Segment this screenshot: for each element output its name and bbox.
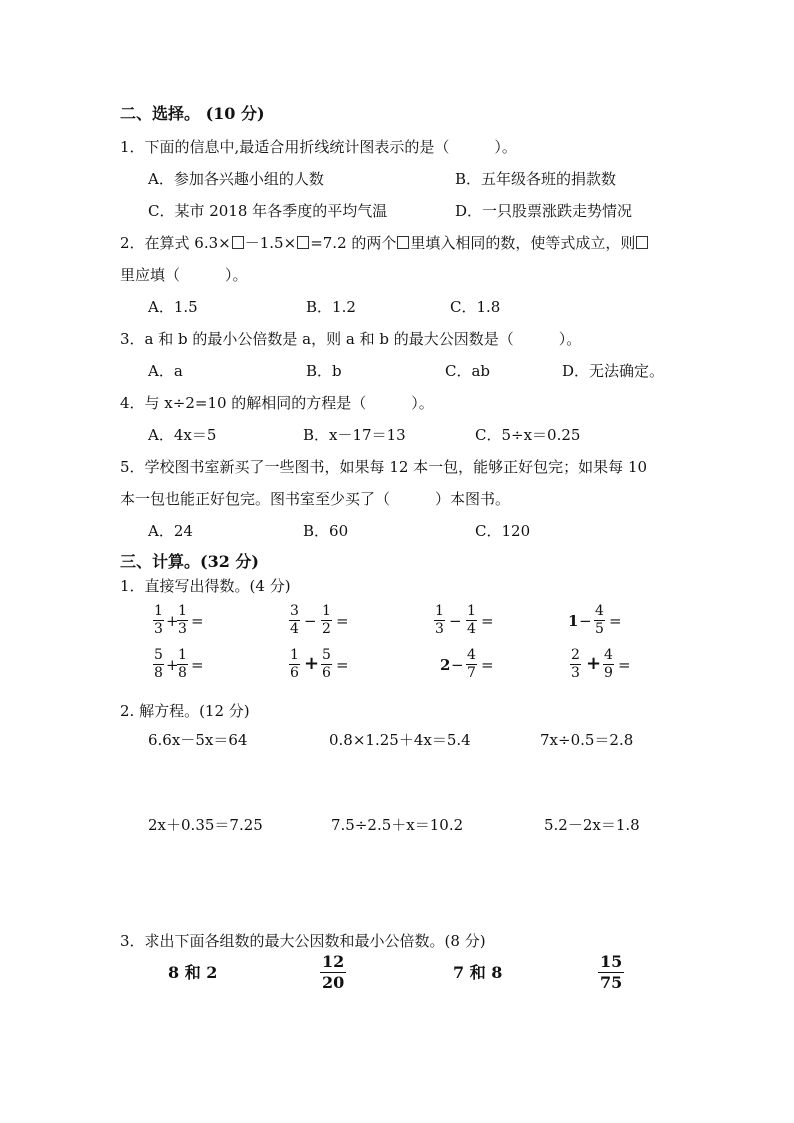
equals-sign: =	[191, 612, 204, 630]
q1-option-a: A．参加各兴趣小组的人数	[148, 170, 324, 188]
equals-sign: =	[481, 656, 494, 674]
fraction: $\frac{1}{4}$	[467, 603, 476, 637]
fraction: $\frac{3}{4}$	[290, 603, 299, 637]
number-group-3: 7 和 8	[453, 963, 503, 982]
q2-stem-part-d: 里填入相同的数，使等式成立，则	[410, 234, 636, 252]
fraction: $\frac{1}{8}$	[178, 647, 187, 681]
fraction-group-2: 12 20	[322, 952, 345, 992]
question-5-stem-line2: 本一包也能正好包完。图书室至少买了（ ）本图书。	[120, 490, 511, 508]
equation-1: 6.6x－5x＝64	[148, 731, 248, 749]
equals-sign: =	[481, 612, 494, 630]
q3-option-b: B．b	[306, 362, 342, 380]
minus-sign: −	[449, 612, 462, 630]
minus-sign: −	[304, 612, 317, 630]
fraction: $\frac{4}{5}$	[595, 603, 604, 637]
q3-option-c: C．ab	[445, 362, 491, 380]
q4-option-a: A．4x＝5	[148, 426, 217, 444]
blank-box-icon	[397, 236, 409, 249]
equation-6: 5.2－2x＝1.8	[544, 816, 640, 834]
fraction: $\frac{1}{3}$	[435, 603, 444, 637]
equation-2: 0.8×1.25＋4x＝5.4	[329, 731, 471, 749]
q3-option-a: A．a	[148, 362, 183, 380]
q2-option-b: B．1.2	[306, 298, 356, 316]
minus-sign: −	[451, 656, 464, 674]
calc-1-title: 1．直接写出得数。(4 分)	[120, 577, 291, 595]
q5-option-c: C．120	[475, 522, 531, 540]
fraction: $\frac{1}{3}$	[154, 603, 163, 637]
q5-option-a: A．24	[148, 522, 193, 540]
minus-sign: −	[579, 612, 592, 630]
q4-option-b: B．x－17＝13	[303, 426, 406, 444]
fraction: $\frac{2}{3}$	[571, 647, 580, 681]
plus-sign: +	[586, 653, 602, 674]
fraction: $\frac{5}{8}$	[154, 647, 163, 681]
blank-box-icon	[636, 236, 648, 249]
fraction: $\frac{1}{3}$	[178, 603, 187, 637]
question-4-stem: 4．与 x÷2=10 的解相同的方程是（ ）。	[120, 394, 434, 412]
fraction: $\frac{4}{9}$	[604, 647, 613, 681]
equation-4: 2x＋0.35＝7.25	[148, 816, 263, 834]
plus-sign: +	[166, 656, 179, 674]
number-group-1: 8 和 2	[168, 963, 218, 982]
q2-stem-part-a: 2．在算式 6.3×	[120, 234, 231, 252]
equals-sign: =	[609, 612, 622, 630]
q1-option-c: C．某市 2018 年各季度的平均气温	[148, 202, 388, 220]
q2-option-c: C．1.8	[450, 298, 501, 316]
question-5-stem-line1: 5．学校图书室新买了一些图书，如果每 12 本一包，能够正好包完；如果每 10	[120, 458, 648, 476]
q4-option-c: C．5÷x＝0.25	[475, 426, 581, 444]
plus-sign: +	[304, 653, 320, 674]
section-title-choice: 二、选择。 (10 分)	[120, 104, 265, 123]
q3-option-d: D．无法确定。	[562, 362, 665, 380]
equals-sign: =	[618, 656, 631, 674]
question-2-stem-line2: 里应填（ ）。	[120, 266, 248, 284]
blank-box-icon	[297, 236, 309, 249]
section-title-calc: 三、计算。(32 分)	[120, 552, 259, 571]
whole-number: 2	[440, 656, 451, 674]
fraction: $\frac{4}{7}$	[467, 647, 476, 681]
equals-sign: =	[191, 656, 204, 674]
q1-option-d: D．一只股票涨跌走势情况	[455, 202, 633, 220]
whole-number: 1	[568, 612, 579, 630]
calc-3-title: 3．求出下面各组数的最大公因数和最小公倍数。(8 分)	[120, 932, 486, 950]
question-1-stem: 1．下面的信息中,最适合用折线统计图表示的是（ ）。	[120, 138, 517, 156]
equation-5: 7.5÷2.5＋x＝10.2	[331, 816, 464, 834]
question-3-stem: 3．a 和 b 的最小公倍数是 a，则 a 和 b 的最大公因数是（ ）。	[120, 330, 582, 348]
blank-box-icon	[232, 236, 244, 249]
fraction-group-4: 15 75	[600, 952, 623, 992]
q2-option-a: A．1.5	[148, 298, 198, 316]
q2-stem-part-c: =7.2 的两个	[310, 234, 397, 252]
plus-sign: +	[166, 612, 179, 630]
fraction: $\frac{5}{6}$	[322, 647, 331, 681]
q1-option-b: B．五年级各班的捐款数	[455, 170, 617, 188]
equals-sign: =	[336, 656, 349, 674]
q2-stem-part-b: －1.5×	[244, 234, 297, 252]
question-2-stem-line1	[120, 233, 649, 253]
fraction: $\frac{1}{2}$	[322, 603, 331, 637]
q5-option-b: B．60	[303, 522, 349, 540]
equation-3: 7x÷0.5＝2.8	[540, 731, 634, 749]
equals-sign: =	[336, 612, 349, 630]
calc-2-title: 2. 解方程。(12 分)	[120, 702, 250, 720]
fraction: $\frac{1}{6}$	[290, 647, 299, 681]
